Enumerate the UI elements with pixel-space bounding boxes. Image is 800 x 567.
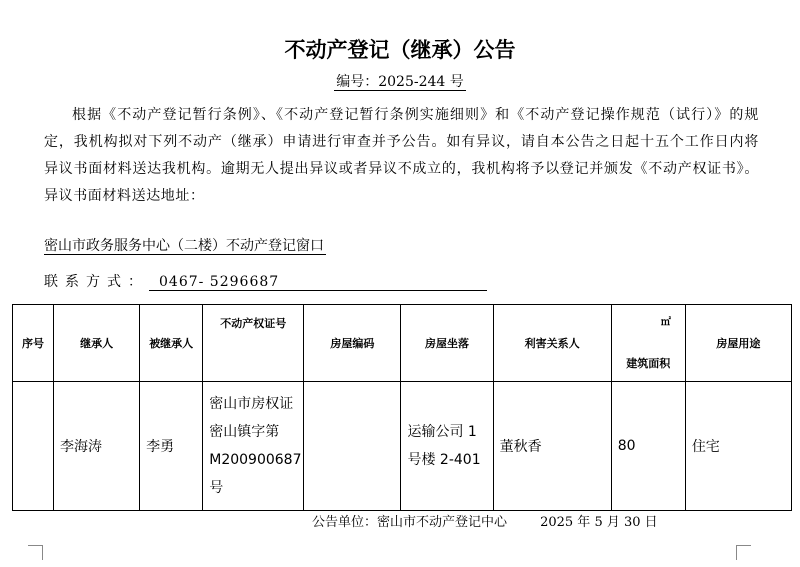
cell-interested: 董秋香 <box>493 382 611 511</box>
table-row <box>13 382 792 511</box>
header-decedent: 被继承人 <box>140 305 203 382</box>
contact-label: 联系方式： <box>44 274 149 290</box>
issue-date: 2025 年 5 月 30 日 <box>540 515 658 530</box>
contact-phone: 0467- 5296687 <box>149 274 487 291</box>
cell-decedent: 李勇 <box>140 382 203 511</box>
document-number: 编号：2025-244 号 <box>336 74 464 90</box>
header-cert: 不动产权证号 <box>203 305 304 382</box>
page-corner-mark-right <box>736 545 751 560</box>
page-corner-mark-left <box>28 545 43 560</box>
inheritance-table <box>12 304 792 511</box>
issuer-footer <box>312 511 658 530</box>
issuer-name: 密山市不动产登记中心 <box>377 515 508 530</box>
cell-location: 运输公司 1 号楼 2-401 <box>401 382 493 511</box>
header-interested: 利害关系人 <box>493 305 611 382</box>
header-area <box>611 305 685 382</box>
cell-seq <box>13 382 54 511</box>
cell-cert: 密山市房权证密山镇字第M200900687号 <box>203 382 304 511</box>
table-header-row <box>13 305 792 382</box>
area-unit: ㎡ <box>660 317 671 328</box>
submission-address: 密山市政务服务中心（二楼）不动产登记窗口 <box>44 238 324 254</box>
cell-use: 住宅 <box>685 382 791 511</box>
header-location: 房屋坐落 <box>401 305 493 382</box>
area-label: 建筑面积 <box>626 357 671 370</box>
issuer-label: 公告单位： <box>312 515 378 530</box>
cell-code <box>304 382 401 511</box>
cell-area: 80 <box>611 382 685 511</box>
header-seq: 序号 <box>13 305 54 382</box>
notice-paragraph: 根据《不动产登记暂行条例》、《不动产登记暂行条例实施细则》和《不动产登记操作规范（试行）》的规定，我机构拟对下列不动产（继承）申请进行审查并予公告。如有异议，请自本公告之日起十五个工作日内将异议书面材料送达我机构。逾期无人提出异议或者异议不成立的，我机构将予以登记并颁发《不动产权证书》。 异议书面材料送达地址： <box>44 107 759 204</box>
page-title: 不动产登记（继承）公告 <box>284 38 516 62</box>
header-heir: 继承人 <box>54 305 140 382</box>
header-use: 房屋用途 <box>685 305 791 382</box>
cell-heir: 李海涛 <box>54 382 140 511</box>
contact-line <box>44 271 487 291</box>
header-code: 房屋编码 <box>304 305 401 382</box>
